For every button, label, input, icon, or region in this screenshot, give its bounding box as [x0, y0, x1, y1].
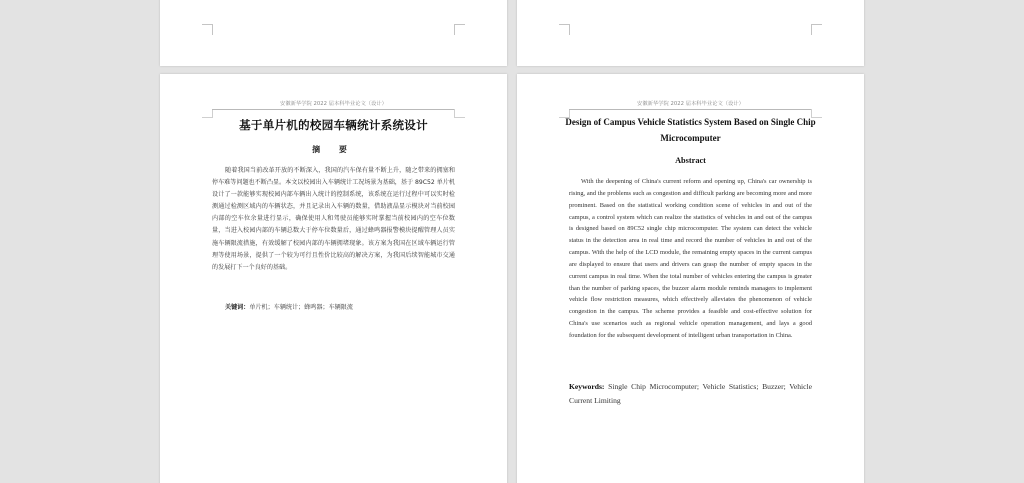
english-abstract-page	[517, 74, 864, 483]
previous-page-left	[160, 0, 507, 66]
header-rule	[569, 109, 812, 110]
page-title: 基于单片机的校园车辆统计系统设计	[239, 118, 428, 132]
keywords-line	[225, 302, 455, 311]
keywords-line	[569, 380, 812, 407]
previous-page-right	[517, 0, 864, 66]
keywords-value: 单片机；车辆统计；蜂鸣器；车辆限流	[249, 304, 353, 311]
page-header	[202, 95, 465, 117]
chinese-abstract-page	[160, 74, 507, 483]
running-header: 安徽新华学院 2022 届本科毕业论文（设计）	[637, 101, 744, 107]
abstract-body: With the deepening of China's current reform and opening up, China's car ownership is rising, and the problems such as congestion and difficult parking are becoming more and more prominent. Based on the statistical working condition scene of vehicles in and out of the campus, a control system which can realize the statistics of vehicles in and out of the campus is designed based on 89C52 single chip microcomputer. The system can detect the vehicle status in the detection area in real time and record the number of vehicles in and out of the campus. With the help of the LCD module, the remaining empty spaces in the current campus are displayed to ensure that users and drivers can grasp the number of empty spaces in the current campus in real time. When the total number of vehicles entering the campus is greater than the number of parking spaces, the buzzer alarm module reminds managers to implement vehicle flow restriction measures, which effectively alleviates the phenomenon of vehicle congestion in the campus. The scheme provides a feasible and cost-effective solution for China's use scenarios such as regional vehicle operation management, and lays a good foundation for the subsequent development of intelligent urban transportation in China.	[569, 178, 812, 339]
crop-mark-top-right	[454, 24, 465, 35]
abstract-heading: 摘 要	[312, 145, 355, 154]
abstract-body: 随着我国当前改革开放的不断深入，我国的汽车保有量不断上升，随之带来的拥塞和停车难等问题也不断凸显。本文以校园出入车辆统计工况场景为基础，基于 89C52 单片机设计了一款能够实现校园内部车辆出入统计的控制系统，该系统在运行过程中可以实时检测通过检测区域内的车辆状态，并且记录出入车辆的数量，借助液晶显示模块对当前校园内部的空车位余量进行显示，确保使用人和驾驶员能够实时掌握当前校园内的空车位数量，当进入校园内部的车辆总数大于停车位数量后，通过蜂鸣器报警模块提醒管理人员实施车辆限流措施，有效缓解了校园内部的车辆拥堵现象。该方案为我国在区域车辆运行管理等使用场景，提供了一个较为可行且性价比较高的解决方案，为我国后续智能城市交通的发展打下一个良好的基础。	[212, 167, 456, 271]
keywords-label: Keywords:	[569, 382, 605, 391]
running-header: 安徽新华学院 2022 届本科毕业论文（设计）	[280, 101, 387, 107]
keywords-label: 关键词：	[225, 304, 250, 311]
abstract-heading: Abstract	[675, 156, 706, 165]
keywords-value: Single Chip Microcomputer; Vehicle Statistics; Buzzer; Vehicle Current Limiting	[569, 382, 812, 405]
page-title: Design of Campus Vehicle Statistics System Based on Single Chip Microcomputer	[565, 117, 816, 143]
crop-mark-top-right	[811, 24, 822, 35]
crop-mark-top-left	[202, 24, 213, 35]
crop-mark-top-left	[559, 24, 570, 35]
header-rule	[212, 109, 455, 110]
